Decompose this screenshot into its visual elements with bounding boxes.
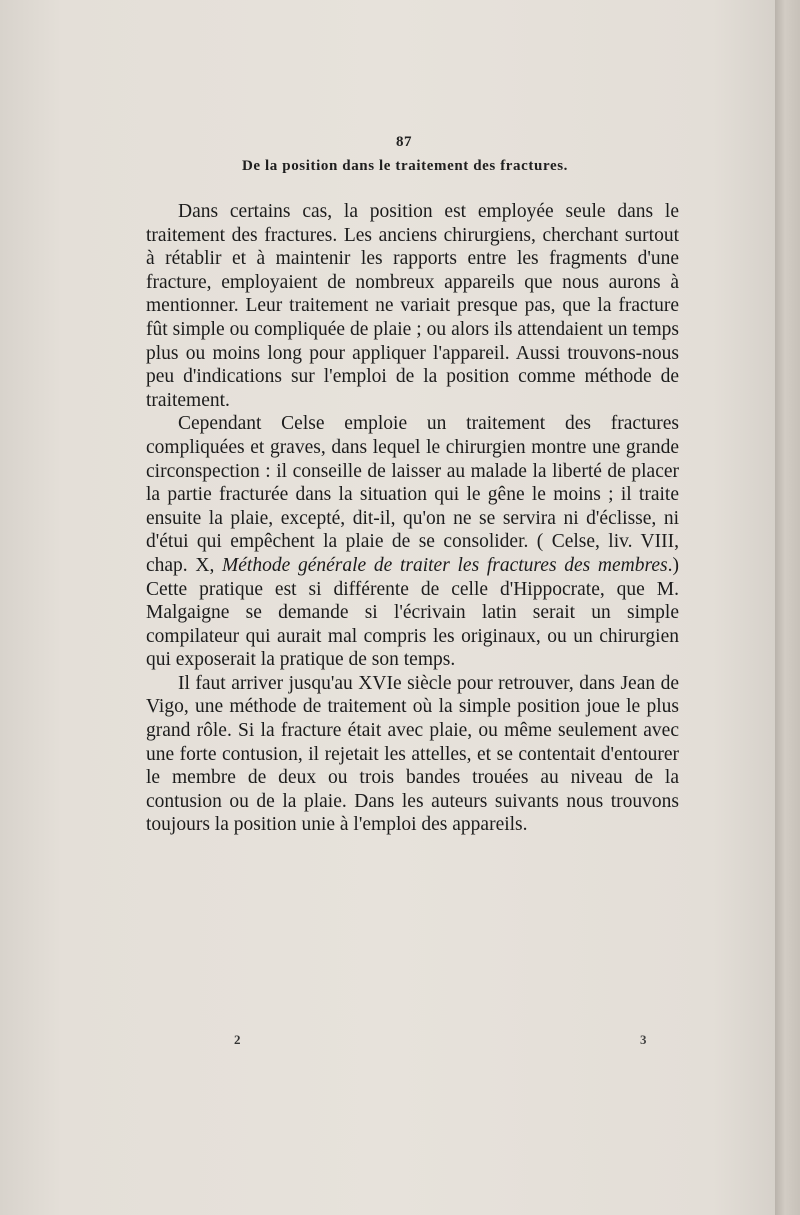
page-edge — [775, 0, 800, 1215]
paragraph-2-part-2: .) Cette pratique est si différente de celle d'Hippocrate, que M. Malgaigne se demande si l'écrivain latin serait un simple compilateur qui aurait mal compris les originaux, ou un chirurgien qui exposerait la pratique de son temps. — [146, 554, 679, 671]
paragraph-1: Dans certains cas, la position est employée seule dans le traitement des fractures. Les anciens chirurgiens, cherchant surtout à rétablir et à maintenir les rapports entre les fragments d'une fracture, employaient de nombreux appareils que nous aurons à mentionner. Leur traitement ne variait presque pas, que la fracture fût simple ou compliquée de plaie ; ou alors ils attendaient un temps plus ou moins long pour appliquer l'appareil. Aussi trouvons-nous peu d'indications sur l'emploi de la position comme méthode de traitement. — [146, 201, 679, 411]
section-title-text: De la position dans le traitement des fractures. — [242, 158, 568, 174]
paragraph-2-italic-title: Méthode générale de traiter les fractures des membres — [222, 554, 668, 576]
paragraph-3: Il faut arriver jusqu'au XVIe siècle pour retrouver, dans Jean de Vigo, une méthode de traitement où la simple position joue le plus grand rôle. Si la fracture était avec plaie, ou même seulement avec une forte contusion, il rejetait les attelles, et se contentait d'entourer le membre de deux ou trois bandes trouées au niveau de la contusion ou de la plaie. Dans les auteurs suivants nous trouvons toujours la position unie à l'emploi des appareils. — [146, 672, 679, 836]
body-text — [146, 200, 679, 837]
section-title — [0, 158, 800, 175]
corner-mark: 3 — [640, 1032, 647, 1047]
paragraph-2 — [146, 412, 679, 672]
signature-mark: 2 — [234, 1032, 241, 1047]
paragraph-2-part-1: Cependant Celse emploie un traitement des fractures compliquées et graves, dans lequel le chirurgien montre une grande circonspection : il conseille de laisser au malade la liberté de placer la partie fracturée dans la situation qui le gêne le moins ; il traite ensuite la plaie, excepté, dit-il, qu'on ne se servira ni d'éclisse, ni d'étui qui empêchent la plaie de se consolider. ( Celse, liv. VIII, chap. X, — [146, 413, 679, 576]
page-number: 87 — [396, 134, 412, 150]
